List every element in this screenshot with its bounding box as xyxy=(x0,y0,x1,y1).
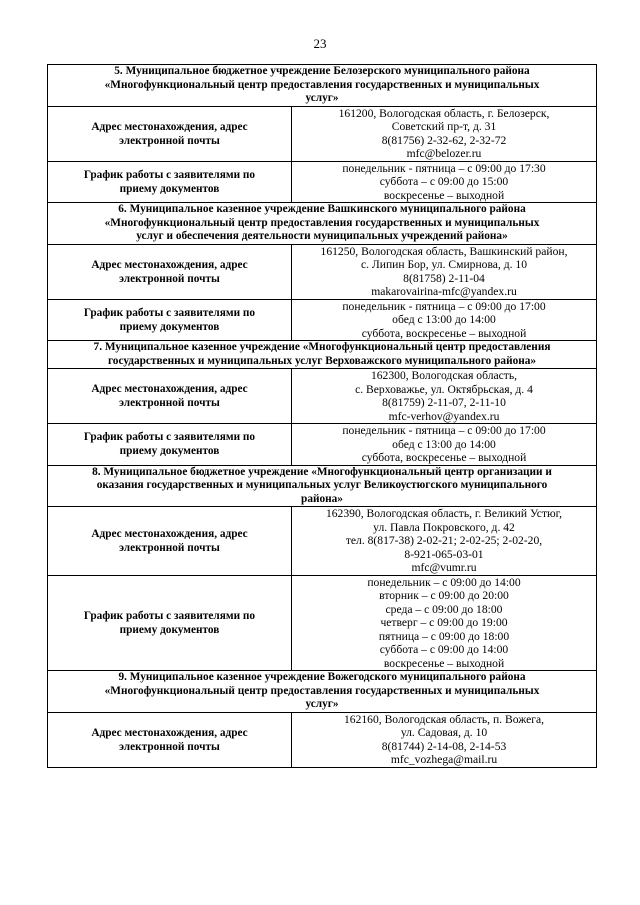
text-line: электронной почты xyxy=(119,541,220,554)
text-line: среда – с 09:00 до 18:00 xyxy=(385,602,503,616)
section-title xyxy=(48,341,597,369)
section-header-row xyxy=(48,671,597,713)
text-line: ул. Павла Покровского, д. 42 xyxy=(373,520,515,534)
text-line: Адрес местонахождения, адрес xyxy=(91,383,248,395)
text-line: 6. Муниципальное казенное учреждение Вашкинского муниципального района xyxy=(118,203,526,215)
text-line: приему документов xyxy=(119,182,220,195)
address-value xyxy=(292,507,597,576)
page-number: 23 xyxy=(313,36,327,51)
text-line: Адрес местонахождения, адрес xyxy=(91,726,248,739)
text-line: обед с 13:00 до 14:00 xyxy=(392,437,496,451)
text-line: Адрес местонахождения, адрес xyxy=(91,527,248,540)
text-line: суббота, воскресенье – выходной xyxy=(361,451,527,464)
text-line: суббота, воскресенье – выходной xyxy=(361,326,527,340)
text-line: услуг» xyxy=(305,92,339,104)
mfc-directory-table xyxy=(47,64,597,768)
text-line: 8(81758) 2-11-04 xyxy=(403,271,485,285)
text-line: Адрес местонахождения, адрес xyxy=(91,120,248,133)
text-line: электронной почты xyxy=(119,272,220,285)
text-line: с. Липин Бор, ул. Смирнова, д. 10 xyxy=(360,258,528,271)
text-line: воскресенье – выходной xyxy=(383,188,505,202)
text-line: makarovairina-mfc@yandex.ru xyxy=(371,285,517,298)
text-line: суббота – с 09:00 до 14:00 xyxy=(379,643,509,656)
text-line: 5. Муниципальное бюджетное учреждение Белозерского муниципального района xyxy=(114,65,530,77)
address-label xyxy=(48,244,292,299)
schedule-row xyxy=(48,161,597,203)
address-label xyxy=(48,712,292,767)
schedule-row xyxy=(48,575,597,671)
schedule-value xyxy=(292,575,597,671)
text-line: График работы с заявителями по xyxy=(83,431,256,444)
section-title xyxy=(48,465,597,507)
text-line: приему документов xyxy=(119,445,220,458)
text-line: электронной почты xyxy=(119,134,220,147)
text-line: График работы с заявителями по xyxy=(83,609,256,622)
text-line: 161250, Вологодская область, Вашкинский район, xyxy=(320,244,568,258)
address-row xyxy=(48,507,597,576)
address-label xyxy=(48,106,292,161)
address-label xyxy=(48,369,292,424)
text-line: понедельник - пятница – с 09:00 до 17:30 xyxy=(342,161,546,175)
text-line: 162390, Вологодская область, г. Великий Устюг, xyxy=(325,507,563,520)
address-row xyxy=(48,244,597,299)
schedule-label xyxy=(48,424,292,466)
text-line: 8. Муниципальное бюджетное учреждение «Многофункциональный центр организации и xyxy=(92,465,552,478)
text-line: 161200, Вологодская область, г. Белозерск, xyxy=(338,106,550,120)
section-title xyxy=(48,65,597,107)
text-line: 8(81756) 2-32-62, 2-32-72 xyxy=(381,133,507,147)
address-label xyxy=(48,507,292,576)
text-line: четверг – с 09:00 до 19:00 xyxy=(380,616,508,629)
address-row xyxy=(48,712,597,767)
text-line: понедельник - пятница – с 09:00 до 17:00 xyxy=(342,424,546,437)
schedule-row xyxy=(48,424,597,466)
address-row xyxy=(48,369,597,424)
section-header-row xyxy=(48,65,597,107)
text-line: понедельник – с 09:00 до 14:00 xyxy=(367,575,521,589)
text-line: района» xyxy=(301,492,343,505)
text-line: mfc@vumr.ru xyxy=(411,561,477,574)
address-value xyxy=(292,712,597,767)
text-line: электронной почты xyxy=(119,397,220,409)
text-line: График работы с заявителями по xyxy=(83,168,256,181)
schedule-label xyxy=(48,575,292,671)
text-line: тел. 8(817-38) 2-02-21; 2-02-25; 2-02-20, xyxy=(345,534,543,547)
text-line: обед с 13:00 до 14:00 xyxy=(392,313,496,326)
address-row xyxy=(48,106,597,161)
text-line: государственных и муниципальных услуг Верховажского муниципального района» xyxy=(107,354,537,367)
schedule-value xyxy=(292,161,597,203)
text-line: ул. Садовая, д. 10 xyxy=(400,726,488,739)
text-line: 162160, Вологодская область, п. Вожега, xyxy=(343,712,545,726)
section-header-row xyxy=(48,341,597,369)
text-line: приему документов xyxy=(119,623,220,636)
text-line: 8(81744) 2-14-08, 2-14-53 xyxy=(381,739,507,753)
section-header-row xyxy=(48,465,597,507)
section-title xyxy=(48,203,597,245)
address-value xyxy=(292,244,597,299)
schedule-value xyxy=(292,424,597,466)
text-line: 9. Муниципальное казенное учреждение Вожегодского муниципального района xyxy=(118,671,526,683)
text-line: 7. Муниципальное казенное учреждение «Многофункциональный центр предоставления xyxy=(93,341,551,353)
text-line: График работы с заявителями по xyxy=(83,306,256,319)
text-line: электронной почты xyxy=(119,740,220,753)
text-line: оказания государственных и муниципальных услуг Великоустюгского муниципального xyxy=(96,479,548,491)
section-header-row xyxy=(48,203,597,245)
text-line: Советский пр-т, д. 31 xyxy=(391,120,497,133)
section-title xyxy=(48,671,597,713)
schedule-row xyxy=(48,299,597,341)
text-line: mfc_vozhega@mail.ru xyxy=(390,753,498,766)
text-line: с. Верховажье, ул. Октябрьская, д. 4 xyxy=(355,382,533,396)
text-line: «Многофункциональный центр предоставления государственных и муниципальных xyxy=(104,78,540,91)
schedule-value xyxy=(292,299,597,341)
text-line: пятница – с 09:00 до 18:00 xyxy=(378,629,510,643)
address-value xyxy=(292,369,597,424)
text-line: mfc-verhov@yandex.ru xyxy=(388,409,500,423)
text-line: 162300, Вологодская область, xyxy=(370,369,518,382)
text-line: приему документов xyxy=(119,320,220,333)
text-line: «Многофункциональный центр предоставления государственных и муниципальных xyxy=(104,216,540,229)
text-line: вторник – с 09:00 до 20:00 xyxy=(379,589,509,602)
text-line: 8-921-065-03-01 xyxy=(404,547,484,561)
text-line: услуг» xyxy=(305,698,339,710)
text-line: воскресенье – выходной xyxy=(383,656,505,670)
text-line: «Многофункциональный центр предоставления государственных и муниципальных xyxy=(104,684,540,697)
schedule-label xyxy=(48,161,292,203)
text-line: понедельник - пятница – с 09:00 до 17:00 xyxy=(342,299,546,313)
schedule-label xyxy=(48,299,292,341)
text-line: mfc@belozer.ru xyxy=(406,147,482,160)
text-line: суббота – с 09:00 до 15:00 xyxy=(379,175,509,188)
address-value xyxy=(292,106,597,161)
text-line: Адрес местонахождения, адрес xyxy=(91,258,248,271)
text-line: 8(81759) 2-11-07, 2-11-10 xyxy=(382,396,506,409)
text-line: услуг и обеспечения деятельности муниципальных учреждений района» xyxy=(136,230,508,242)
